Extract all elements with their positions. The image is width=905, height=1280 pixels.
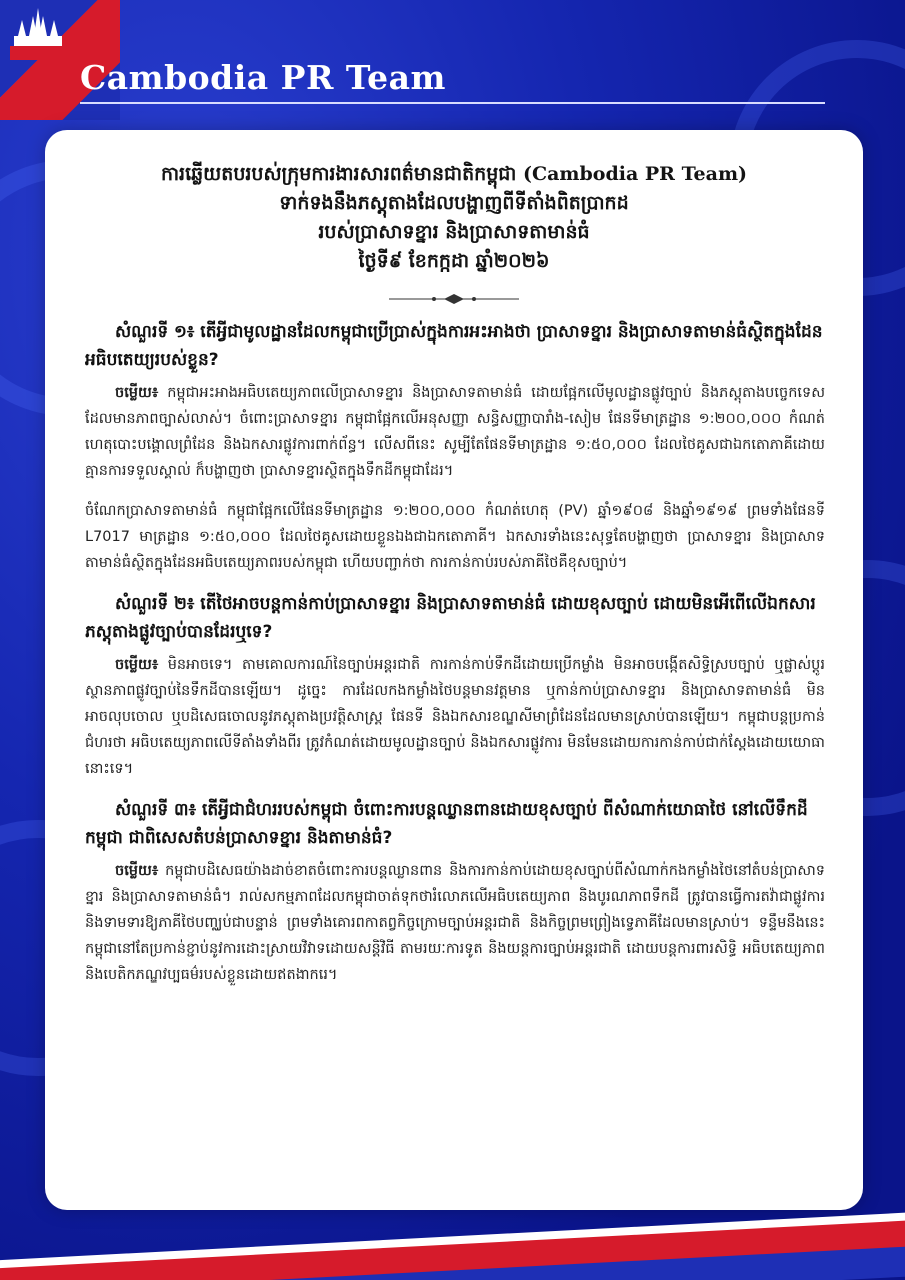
- question-3: សំណួរទី ៣៖ តើអ្វីជាជំហររបស់កម្ពុជា ចំពោះការបន្តឈ្លានពានដោយខុសច្បាប់ ពីសំណាក់យោធាថៃ នៅលើទឹកដីកម្ពុជា ជាពិសេសតំបន់ប្រាសាទខ្នារ និងតាមាន់ធំ?: [85, 800, 808, 848]
- answer-text: កម្ពុជាបដិសេធយ៉ាងដាច់ខាតចំពោះការបន្តឈ្លានពាន និងការកាន់កាប់ដោយខុសច្បាប់ពីសំណាក់កងកម្លាំងថៃនៅតំបន់ប្រាសាទខ្នារ និងប្រាសាទតាមាន់ធំ។ រាល់សកម្មភាពដែលកម្ពុជាចាត់ទុកថារំលោភលើអធិបតេយ្យភាព និងបូរណភាពទឹកដី ត្រូវបានធ្វើការតវ៉ាជាផ្លូវការ និងទាមទារឱ្យភាគីថៃបញ្ឈប់ជាបន្ទាន់ ព្រមទាំងគោរពកាតព្វកិច្ចក្រោមច្បាប់អន្តរជាតិ និងកិច្ចព្រមព្រៀងទ្វេភាគីដែលមានស្រាប់។ ទន្ទឹមនឹងនេះ កម្ពុជានៅតែប្រកាន់ខ្ជាប់នូវការដោះស្រាយវិវាទដោយសន្តិវិធី តាមរយៈការទូត និងយន្តការច្បាប់អន្តរជាតិ ដោយបន្តការពារសិទ្ធិ អធិបតេយ្យភាព និងបេតិកភណ្ឌវប្បធម៌របស់ខ្លួនដោយឥតងាករេ។: [85, 863, 825, 983]
- flag-ribbon-banner: [0, 1190, 905, 1280]
- answer-1-paragraph-2: ចំណែកប្រាសាទតាមាន់ធំ កម្ពុជាផ្អែកលើផែនទីមាត្រដ្ឋាន ១:២០០,០០០ កំណត់ហេតុ (PV) ឆ្នាំ១៩០៨ និងឆ្នាំ១៩១៩ ព្រមទាំងផែនទី L7017 មាត្រដ្ឋាន ១:៥០,០០០ ដែលថៃគូសដោយខ្លួនឯងជាឯកតោភាគី។ ឯកសារទាំងនេះសុទ្ធតែបង្ហាញថា ប្រាសាទខ្នារ និងប្រាសាទតាមាន់ធំស្ថិតក្នុងដែនអធិបតេយ្យភាពរបស់កម្ពុជា ហើយបញ្ជាក់ថា ការកាន់កាប់របស់ភាគីថៃគឺខុសច្បាប់។: [85, 503, 825, 571]
- heading-line: របស់ប្រាសាទខ្នារ និងប្រាសាទតាមាន់ធំ: [318, 221, 590, 243]
- divider-ornament: [389, 294, 519, 304]
- header-rule: [80, 102, 825, 104]
- heading-date: ថ្ងៃទី៩ ខែកក្កដា ឆ្នាំ២០២៦: [358, 250, 550, 272]
- question-1: សំណួរទី ១៖ តើអ្វីជាមូលដ្ឋានដែលកម្ពុជាប្រើប្រាស់ក្នុងការអះអាងថា ប្រាសាទខ្នារ និងប្រាសាទតាមាន់ធំស្ថិតក្នុងដែនអធិបតេយ្យរបស់ខ្លួន?: [85, 322, 823, 370]
- heading-line: ទាក់ទងនឹងភស្តុតាងដែលបង្ហាញពីទីតាំងពិតប្រាកដ: [279, 192, 629, 214]
- answer-text: មិនអាចទេ។ តាមគោលការណ៍នៃច្បាប់អន្តរជាតិ ការកាន់កាប់ទឹកដីដោយប្រើកម្លាំង មិនអាចបង្កើតសិទ្ធិស្របច្បាប់ ឬផ្លាស់ប្តូរស្ថានភាពផ្លូវច្បាប់នៃទឹកដីបានឡើយ។ ដូច្នេះ ការដែលកងកម្លាំងថៃបន្តមានវត្តមាន ឬកាន់កាប់ប្រាសាទខ្នារ និងប្រាសាទតាមាន់ធំ មិនអាចលុបចោល ឬបដិសេធចោលនូវភស្តុតាងប្រវត្តិសាស្ត្រ ផែនទី និងឯកសារខណ្ឌសីមាព្រំដែនដែលមានស្រាប់បានឡើយ។ កម្ពុជាបន្តប្រកាន់ជំហរថា អធិបតេយ្យភាពលើទីតាំងទាំងពីរ ត្រូវកំណត់ដោយមូលដ្ឋានច្បាប់ និងឯកសារផ្លូវការ មិនមែនដោយការកាន់កាប់ជាក់ស្តែងដោយយោធានោះទេ។: [85, 657, 825, 777]
- answer-label: ចម្លើយ៖: [115, 657, 159, 673]
- answer-3: [85, 858, 825, 988]
- header-title: Cambodia PR Team: [80, 58, 446, 97]
- document-card: [45, 130, 863, 1210]
- answer-2: [85, 652, 825, 782]
- document-body: [45, 318, 863, 988]
- answer-label: ចម្លើយ៖: [115, 385, 159, 401]
- answer-1: [85, 380, 825, 484]
- answer-text: កម្ពុជាអះអាងអធិបតេយ្យភាពលើប្រាសាទខ្នារ និងប្រាសាទតាមាន់ធំ ដោយផ្អែកលើមូលដ្ឋានផ្លូវច្បាប់ និងភស្តុតាងបច្ចេកទេសដែលមានភាពច្បាស់លាស់។ ចំពោះប្រាសាទខ្នារ កម្ពុជាផ្អែកលើអនុសញ្ញា សន្ធិសញ្ញាបារាំង-សៀម ផែនទីមាត្រដ្ឋាន ១:២០០,០០០ កំណត់ហេតុបោះបង្គោលព្រំដែន និងឯកសារផ្លូវការពាក់ព័ន្ធ។ លើសពីនេះ សូម្បីតែផែនទីមាត្រដ្ឋាន ១:៥០,០០០ ដែលថៃគូសជាឯកតោភាគីដោយគ្មានការទទួលស្គាល់ ក៏បង្ហាញថា ប្រាសាទខ្នារស្ថិតក្នុងទឹកដីកម្ពុជាដែរ។: [85, 385, 826, 479]
- angkor-temple-icon: [8, 6, 68, 64]
- question-2: សំណួរទី ២៖ តើថៃអាចបន្តកាន់កាប់ប្រាសាទខ្នារ និងប្រាសាទតាមាន់ធំ ដោយខុសច្បាប់ ដោយមិនអើពើលើឯកសារភស្តុតាងផ្លូវច្បាប់បានដែរឬទេ?: [85, 594, 816, 642]
- answer-label: ចម្លើយ៖: [115, 863, 159, 879]
- heading-line: ការឆ្លើយតបរបស់ក្រុមការងារសារពត៌មានជាតិកម្ពុជា (Cambodia PR Team): [160, 163, 748, 185]
- document-heading: [45, 160, 863, 276]
